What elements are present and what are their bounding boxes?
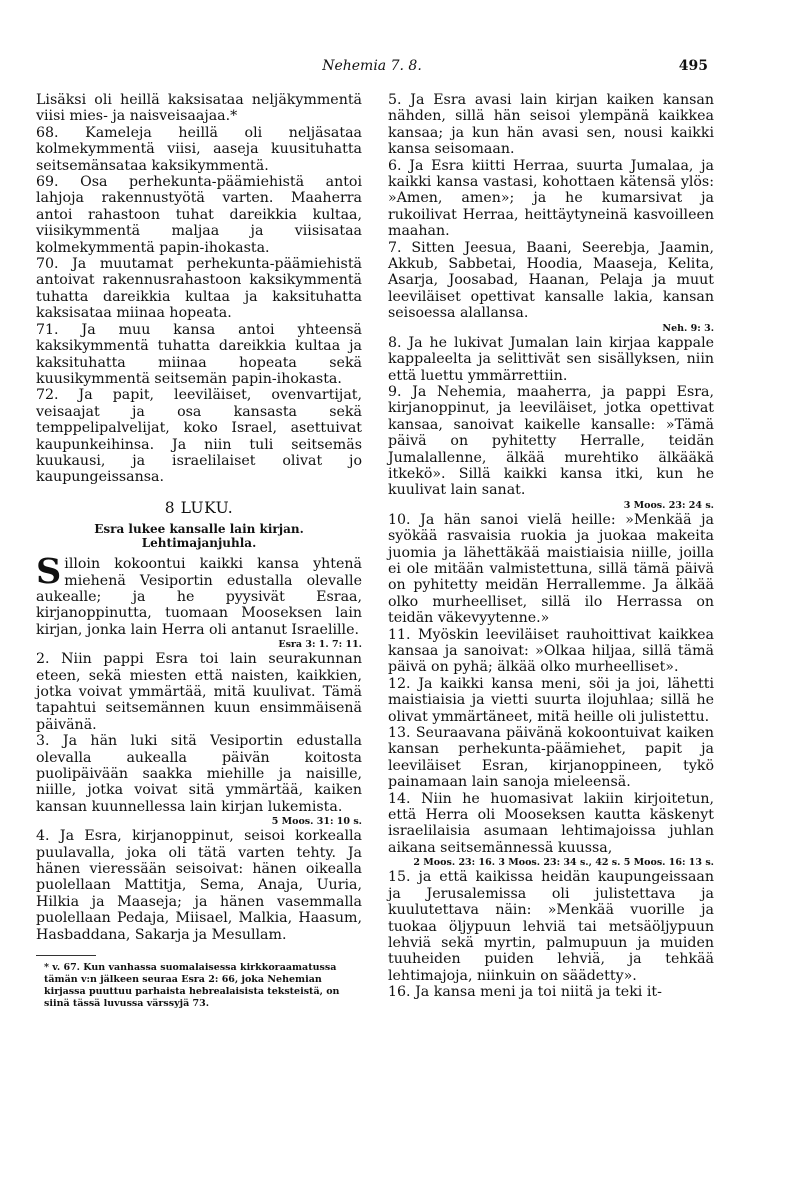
chapter-subtitle: Esra lukee kansalle lain kirjan. Lehtimajanjuhla. [94, 522, 304, 551]
verse-11: 11. Myöskin leeviläiset rauhoittivat kaikkea kansaa ja sanoivat: »Olkaa hiljaa, sillä tämä päivä on pyhä; älkää olko murheelliset». [388, 626, 714, 676]
verse-71: 71. Ja muu kansa antoi yhteensä kaksikymmentä tuhatta dareikkia kultaa ja kaksituhatta miinaa hopeata sekä kuusikymmentä seitsemän papin-ihokasta. [36, 321, 362, 387]
cross-reference: 2 Moos. 23: 16. 3 Moos. 23: 34 s., 42 s. 5 Moos. 16: 13 s. [413, 857, 714, 869]
verse-1-text: illoin kokoontui kaikki kansa yhtenä miehenä Vesiportin edustalla olevalle aukealle; ja he pyysivät Esraa, kirjanoppinutta, tuomaan Mooseksen lain kirjan, jonka lain Herra oli antanut Israelille. [36, 556, 362, 638]
running-head: Nehemia 7. 8. [322, 58, 422, 74]
verse-7 [388, 240, 714, 335]
cross-reference: Esra 3: 1. 7: 11. [278, 639, 362, 651]
verse-68: 68. Kameleja heillä oli neljäsataa kolmekymmentä viisi, aaseja kuusituhatta seitsemänsataa kaksikymmentä. [36, 124, 362, 174]
verse-3 [36, 733, 362, 828]
cross-reference: 3 Moos. 23: 24 s. [623, 499, 714, 511]
verse-6: 6. Ja Esra kiitti Herraa, suurta Jumalaa, ja kaikki kansa vastasi, kohottaen kätensä ylös: »Amen, amen»; ja he kumarsivat ja rukoilivat Herraa, heittäytyneinä kasvoilleen maahan. [388, 157, 714, 240]
paragraph: Lisäksi oli heillä kaksisataa neljäkymmentä viisi mies- ja naisveisaajaa.* [36, 92, 362, 125]
verse-9-text: 9. Ja Nehemia, maaherra, ja pappi Esra, kirjanoppinut, ja leeviläiset, jotka opettivat kansaa, sanoivat kaikelle kansalle: »Tämä päivä on pyhitetty Herralle, teidän Jumalallenne, älkää murehtiko älkääkä itkekö». Sillä kaikki kansa itki, kun he kuulivat lain sanat. [388, 383, 714, 499]
page-header [36, 58, 708, 80]
chapter-title: 8 LUKU. [164, 498, 234, 517]
verse-5: 5. Ja Esra avasi lain kirjan kaiken kansan nähden, sillä hän seisoi ylempänä kaikkea kansaa; ja kun hän avasi sen, nousi kaikki kansa seisomaan. [388, 92, 714, 158]
page-number: 495 [678, 58, 708, 74]
verse-10: 10. Ja hän sanoi vielä heille: »Menkää ja syökää rasvaisia ruokia ja juokaa makeita juomia ja lähettäkää maistiaisia niille, joilla ei ole mitään valmistettuna, sillä tämä päivä on pyhitetty meidän Herrallemme. Ja älkää olko murheelliset, sillä ilo Herrassa on teidän väkevyytenne.» [388, 511, 714, 627]
footnote-divider [36, 955, 96, 956]
verse-4: 4. Ja Esra, kirjanoppinut, seisoi korkealla puulavalla, joka oli tätä varten tehty. Ja hänen vieressään seisoivat: hänen oikealla puolellaan Mattitja, Sema, Anaja, Uuria, Hilkia ja Maaseja; ja hänen vasemmalla puolellaan Pedaja, Miisael, Malkia, Haasum, Hasbaddana, Sakarja ja Mesullam. [36, 828, 362, 943]
verse-15: 15. ja että kaikissa heidän kaupungeissaan ja Jerusalemissa oli julistettava ja kuulutettava näin: »Menkää vuorille ja tuokaa öljypuun lehviä tai metsäöljypuun lehviä sekä myrtin, palmupuun ja muiden tuuheiden puiden lehviä, ja tehkää lehtimajoja, niinkuin on säädetty». [388, 869, 714, 984]
verse-14-text: 14. Niin he huomasivat lakiin kirjoitetun, että Herra oli Mooseksen kautta käskenyt israelilaisia asumaan lehtimajoissa juhlan aikana seitsemännessä kuussa, [388, 790, 714, 856]
right-column [388, 92, 714, 1001]
left-column [36, 92, 362, 1010]
verse-12: 12. Ja kaikki kansa meni, söi ja joi, lähetti maistiaisia ja vietti suurta ilojuhlaa; sillä he olivat ymmärtäneet, mitä heille oli julistettu. [388, 675, 714, 725]
verse-72: 72. Ja papit, leeviläiset, ovenvartijat, veisaajat ja osa kansasta sekä temppelipalvelijat, koko Israel, asettuivat kaupunkeihinsa. Ja niin tuli seitsemäs kuukausi, ja israelilaiset olivat jo kaupungeissansa. [36, 387, 362, 486]
drop-cap: S [36, 551, 62, 593]
verse-69: 69. Osa perhekunta-päämiehistä antoi lahjoja rakennustyötä varten. Maaherra antoi rahastoon tuhat dareikkia kultaa, viisikymmentä maljaa ja viisisataa kolmekymmentä papin-ihokasta. [36, 174, 362, 256]
verse-14 [388, 791, 714, 870]
cross-reference: Neh. 9: 3. [662, 322, 714, 334]
verse-3-text: 3. Ja hän luki sitä Vesiportin edustalla olevalla aukealla päivän koitosta puolipäivään saakka miehille ja naisille, niille, jotka voivat sitä ymmärtää, kaiken kansan kuunnellessa lain kirjan lukemista. [36, 733, 362, 815]
verse-8: 8. Ja he lukivat Jumalan lain kirjaa kappale kappaleelta ja selittivät sen sisällyksen, niin että luettu ymmärrettiin. [388, 334, 714, 384]
verse-16: 16. Ja kansa meni ja toi niitä ja teki it- [388, 984, 662, 1001]
verse-7-text: 7. Sitten Jeesua, Baani, Seerebja, Jaamin, Akkub, Sabbetai, Hoodia, Maaseja, Kelita, Asarja, Joosabad, Haanan, Pelaja ja muut leeviläiset opettivat kansalle lakia, kansan seisoessa alallansa. [388, 239, 714, 322]
verse-2: 2. Niin pappi Esra toi lain seurakunnan eteen, sekä miesten että naisten, kaikkien, jotka voivat ymmärtää, mitä kuulivat. Tämä tapahtui seitsemännen kuun ensimmäisenä päivänä. [36, 651, 362, 733]
cross-reference: 5 Moos. 31: 10 s. [271, 816, 362, 828]
verse-1 [36, 551, 362, 651]
verse-13: 13. Seuraavana päivänä kokoontuivat kaiken kansan perhekunta-päämiehet, papit ja leeviläiset Esran, kirjanoppineen, tykö painamaan lain sanoja mieleensä. [388, 725, 714, 791]
footnote: * v. 67. Kun vanhassa suomalaisessa kirkkoraamatussa tämän v:n jälkeen seuraa Esra 2: 66, joka Nehemian kirjassa puuttuu parhaista hebrealaisista teksteistä, on siinä tässä luvussa värssyjä 73. [44, 962, 340, 1010]
verse-9 [388, 384, 714, 512]
verse-70: 70. Ja muutamat perhekunta-päämiehistä antoivat rakennusrahastoon kaksikymmentä tuhatta dareikkia kultaa ja kaksituhatta kaksisataa miinaa hopeata. [36, 256, 362, 322]
